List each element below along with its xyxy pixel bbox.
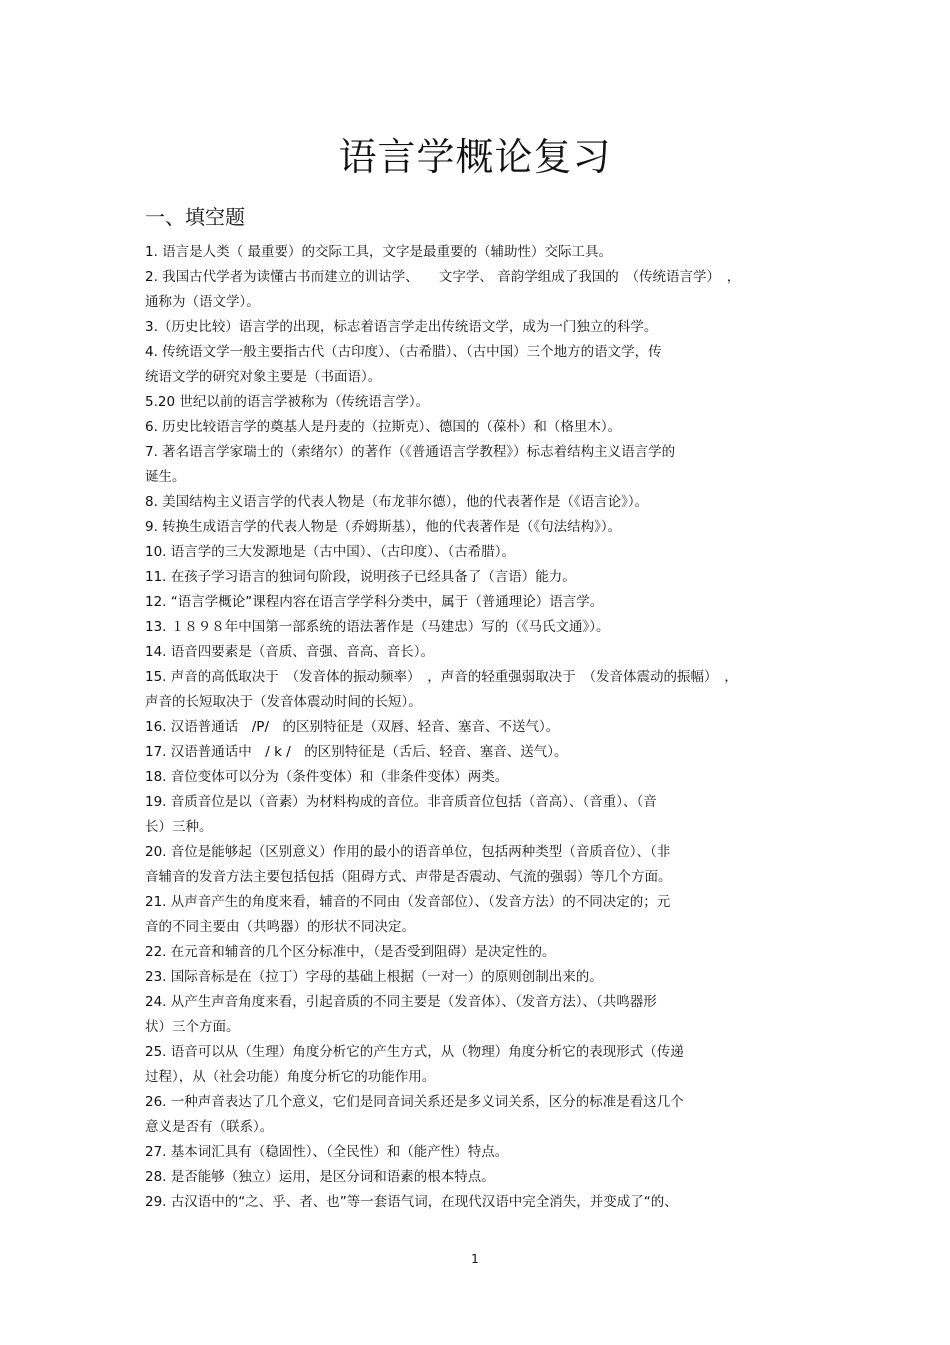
list-item-line: 15. 声音的高低取决于 （发音体的振动频率） ，声音的轻重强弱取决于 （发音体震动的振幅） ， bbox=[145, 669, 738, 685]
list-item-line: 2. 我国古代学者为读懂古书而建立的训诂学、 文字学、 音韵学组成了我国的 （传统语言学） ， bbox=[145, 269, 741, 285]
list-item-line: 22. 在元音和辅音的几个区分标准中，（是否受到阻碍）是决定性的。 bbox=[145, 944, 556, 960]
list-item-line: 1. 语言是人类（ 最重要）的交际工具，文字是最重要的（辅助性）交际工具。 bbox=[145, 244, 612, 260]
list-item-line: 26. 一种声音表达了几个意义，它们是同音词关系还是多义词关系，区分的标准是看这几个 bbox=[145, 1094, 684, 1110]
list-item bbox=[145, 565, 810, 590]
list-item-line: 23. 国际音标是在（拉丁）字母的基础上根据（一对一）的原则创制出来的。 bbox=[145, 969, 603, 985]
list-item-line: 16. 汉语普通话 /P/ 的区别特征是（双唇、轻音、塞音、不送气）。 bbox=[145, 719, 560, 735]
list-item bbox=[145, 1090, 810, 1140]
list-item-line: 过程），从（社会功能）角度分析它的功能作用。 bbox=[145, 1069, 436, 1085]
list-item bbox=[145, 315, 810, 340]
list-item bbox=[145, 965, 810, 990]
list-item bbox=[145, 240, 810, 265]
list-item bbox=[145, 640, 810, 665]
list-item bbox=[145, 890, 810, 940]
list-item bbox=[145, 390, 810, 415]
page-number: 1 bbox=[471, 1252, 479, 1266]
list-item-line: 24. 从产生声音角度来看，引起音质的不同主要是（发音体）、（发音方法）、（共鸣器形 bbox=[145, 994, 657, 1010]
list-item bbox=[145, 1140, 810, 1165]
list-item-line: 28. 是否能够（独立）运用，是区分词和语素的根本特点。 bbox=[145, 1169, 495, 1185]
list-item bbox=[145, 490, 810, 515]
list-item bbox=[145, 1040, 810, 1090]
list-item-line: 20. 音位是能够起（区别意义）作用的最小的语音单位，包括两种类型（音质音位）、（非 bbox=[145, 844, 671, 860]
list-item bbox=[145, 540, 810, 565]
list-item-line: 音辅音的发音方法主要包括包括（阻碍方式、声带是否震动、气流的强弱）等几个方面。 bbox=[145, 869, 672, 885]
list-item bbox=[145, 340, 810, 390]
section-heading: 一、填空题 bbox=[145, 205, 245, 229]
list-item bbox=[145, 765, 810, 790]
list-item bbox=[145, 265, 810, 315]
list-item-line: 29. 古汉语中的“之、乎、者、也”等一套语气词，在现代汉语中完全消失，并变成了“的、 bbox=[145, 1194, 678, 1210]
list-item bbox=[145, 515, 810, 540]
list-item-line: 6. 历史比较语言学的奠基人是丹麦的（拉斯克）、德国的（葆朴）和（格里木）。 bbox=[145, 419, 622, 435]
list-item-line: 25. 语音可以从（生理）角度分析它的产生方式，从（物理）角度分析它的表现形式（传递 bbox=[145, 1044, 684, 1060]
list-item-line: 10. 语言学的三大发源地是（古中国）、（古印度）、（古希腊）。 bbox=[145, 544, 516, 560]
list-item-line: 12. “语言学概论”课程内容在语言学学科分类中，属于（普通理论）语言学。 bbox=[145, 594, 604, 610]
list-item bbox=[145, 615, 810, 640]
list-item-line: 统语文学的研究对象主要是（书面语）。 bbox=[145, 369, 382, 385]
list-item bbox=[145, 415, 810, 440]
list-item bbox=[145, 790, 810, 840]
list-item-line: 3.（历史比较）语言学的出现，标志着语言学走出传统语文学，成为一门独立的科学。 bbox=[145, 319, 658, 335]
question-list bbox=[145, 240, 810, 1215]
list-item-line: 诞生。 bbox=[145, 469, 186, 485]
list-item-line: 音的不同主要由（共鸣器）的形状不同决定。 bbox=[145, 919, 415, 935]
list-item-line: 18. 音位变体可以分为（条件变体）和（非条件变体）两类。 bbox=[145, 769, 509, 785]
list-item-line: 27. 基本词汇具有（稳固性）、（全民性）和（能产性）特点。 bbox=[145, 1144, 509, 1160]
list-item bbox=[145, 590, 810, 615]
list-item-line: 通称为（语文学）。 bbox=[145, 294, 260, 310]
list-item-line: 声音的长短取决于（发音体震动时间的长短）。 bbox=[145, 694, 422, 710]
list-item bbox=[145, 665, 810, 715]
list-item-line: 13. １８９８年中国第一部系统的语法著作是（马建忠）写的（《马氏文通》）。 bbox=[145, 619, 610, 635]
list-item-line: 8. 美国结构主义语言学的代表人物是（布龙菲尔德），他的代表著作是（《语言论》）。 bbox=[145, 494, 649, 510]
list-item-line: 21. 从声音产生的角度来看，辅音的不同由（发音部位）、（发音方法）的不同决定的；元 bbox=[145, 894, 671, 910]
list-item bbox=[145, 990, 810, 1040]
list-item-line: 长）三种。 bbox=[145, 819, 213, 835]
list-item-line: 17. 汉语普通话中 / k / 的区别特征是（舌后、轻音、塞音、送气）。 bbox=[145, 744, 568, 760]
list-item bbox=[145, 440, 810, 490]
list-item-line: 9. 转换生成语言学的代表人物是（乔姆斯基），他的代表著作是（《句法结构》）。 bbox=[145, 519, 622, 535]
list-item-line: 19. 音质音位是以（音素）为材料构成的音位。非音质音位包括（音高）、（音重）、（音 bbox=[145, 794, 657, 810]
list-item bbox=[145, 740, 810, 765]
list-item bbox=[145, 840, 810, 890]
list-item bbox=[145, 715, 810, 740]
list-item bbox=[145, 1190, 810, 1215]
list-item-line: 5.20 世纪以前的语言学被称为（传统语言学）。 bbox=[145, 394, 430, 410]
list-item-line: 4. 传统语文学一般主要指古代（古印度）、（古希腊）、（古中国）三个地方的语文学，传 bbox=[145, 344, 662, 360]
page-title: 语言学概论复习 bbox=[338, 135, 612, 179]
list-item-line: 7. 著名语言学家瑞士的（索绪尔）的著作（《普通语言学教程》）标志着结构主义语言学的 bbox=[145, 444, 676, 460]
list-item-line: 状）三个方面。 bbox=[145, 1019, 240, 1035]
list-item-line: 意义是否有（联系）。 bbox=[145, 1119, 274, 1135]
list-item-line: 14. 语音四要素是（音质、音强、音高、音长）。 bbox=[145, 644, 435, 660]
list-item bbox=[145, 940, 810, 965]
list-item-line: 11. 在孩子学习语言的独词句阶段，说明孩子已经具备了（言语）能力。 bbox=[145, 569, 576, 585]
list-item bbox=[145, 1165, 810, 1190]
